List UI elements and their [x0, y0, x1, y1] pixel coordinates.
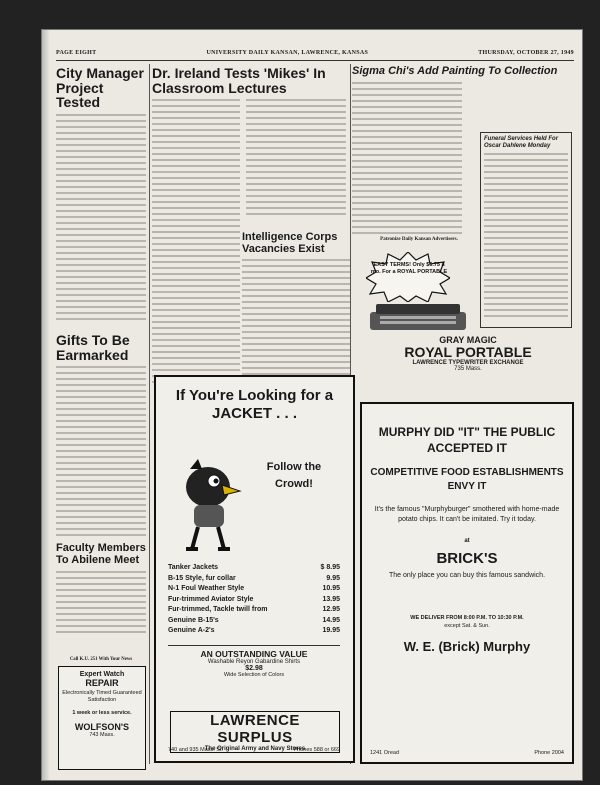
- headline-faculty: Faculty Members To Abilene Meet: [56, 542, 146, 566]
- page-number: PAGE EIGHT: [56, 50, 97, 56]
- item-price: 10.95: [322, 585, 340, 592]
- article-body-gifts: [56, 366, 146, 541]
- burst-text: EASY TERMS! Only $6.75 a mo. For a ROYAL PORTABLE: [370, 262, 448, 275]
- ad-address: 735 Mass.: [454, 366, 482, 373]
- ad-delivery-hours: WE DELIVER FROM 8:00 P.M. TO 10:30 P.M.: [410, 614, 524, 621]
- ad-body: It's the famous "Murphyburger" smothered with home-made potato chips. It can't be imitated. Try it today.: [374, 506, 560, 523]
- ad-line: Expert Watch: [79, 671, 125, 678]
- item-name: Genuine A-2's: [168, 627, 215, 634]
- item-price: 14.95: [322, 616, 340, 624]
- article-body-faculty: [56, 571, 146, 641]
- ad-line: Electronically Timed Guaranteed Satisfaction: [62, 690, 142, 704]
- ad-store-name: LAWRENCE TYPEWRITER EXCHANGE: [412, 360, 524, 367]
- headline-gifts: Gifts To Be Earmarked: [56, 332, 130, 363]
- burst-shape: [366, 252, 450, 302]
- ad-only-place: The only place you can buy this famous sandwich.: [388, 572, 546, 580]
- paper-date: THURSDAY, OCTOBER 27, 1949: [478, 50, 574, 56]
- binding-edge: [42, 30, 50, 780]
- price-row: [168, 595, 340, 606]
- special-desc: Washable Reyon Gabardine Shirts: [207, 659, 301, 665]
- store-phone: Phones 588 or 669: [293, 747, 340, 753]
- patronize-notice: Patronize Daily Kansan Advertisers.: [380, 237, 458, 242]
- ad-tagline: Follow the Crowd!: [266, 461, 322, 490]
- ad-special-offer: [168, 645, 340, 678]
- special-note: Wide Selection of Colors: [223, 672, 285, 678]
- headline-city-manager: City Manager Project Tested: [56, 65, 144, 111]
- ad-store-name: BRICK'S: [436, 550, 498, 568]
- headline-ireland: Dr. Ireland Tests 'Mikes' In Classroom Lectures: [152, 65, 326, 96]
- ad-owner: W. E. (Brick) Murphy: [403, 638, 531, 654]
- headline-sigma-chi: Sigma Chi's Add Painting To Collection: [352, 65, 558, 77]
- ad-watch-repair: [58, 666, 146, 770]
- ad-line: GRAY MAGIC: [439, 335, 497, 345]
- ad-bricks-murphyburger: [360, 402, 574, 764]
- item-price: 19.95: [322, 627, 340, 634]
- store-address: 740 and 935 Mass. St.: [168, 747, 224, 753]
- newspaper-page: [42, 30, 582, 780]
- ad-line: 1 week or less service.: [72, 710, 132, 717]
- article-body-city-manager: [56, 114, 146, 329]
- store-contact: [168, 747, 340, 753]
- store-name: LAWRENCE SURPLUS: [210, 712, 300, 746]
- typewriter-icon: [364, 300, 472, 332]
- item-name: N-1 Foul Weather Style: [168, 585, 245, 592]
- ad-at: at: [464, 538, 470, 545]
- ad-headline: MURPHY DID "IT" THE PUBLIC ACCEPTED IT: [378, 425, 556, 456]
- funeral-notice: [480, 132, 572, 328]
- article-body-ireland-1: [152, 99, 240, 387]
- ad-headline: If You're Looking for a JACKET . . .: [175, 387, 334, 422]
- paper-name: UNIVERSITY DAILY KANSAN, LAWRENCE, KANSAS: [206, 50, 369, 56]
- special-title: AN OUTSTANDING VALUE: [200, 649, 308, 659]
- masthead: [56, 50, 574, 61]
- item-name: Genuine B-15's: [168, 616, 219, 624]
- ad-royal-portable: [364, 335, 572, 372]
- headline-funeral: Funeral Services Held For Oscar Dahlene Monday: [484, 136, 559, 149]
- store-tagline: The Original Army and Navy Stores: [204, 746, 306, 752]
- jayhawk-mascot-icon: [172, 457, 242, 553]
- ad-contact: [370, 750, 564, 756]
- item-name: Fur-trimmed, Tackle twill from: [168, 606, 268, 613]
- item-price: 9.95: [326, 574, 340, 582]
- price-row: [168, 563, 340, 574]
- ad-lawrence-surplus: [154, 375, 355, 763]
- item-price: 13.95: [322, 595, 340, 603]
- item-name: Tanker Jackets: [168, 564, 219, 571]
- price-row: [168, 584, 340, 595]
- item-name: B-15 Style, fur collar: [168, 574, 236, 582]
- ad-delivery-except: except Sat. & Sun.: [444, 622, 490, 629]
- ad-typewriter-burst: [364, 248, 472, 332]
- ad-product: ROYAL PORTABLE: [404, 344, 532, 360]
- price-row: [168, 616, 340, 627]
- column-rule: [149, 64, 150, 764]
- price-list: [168, 563, 340, 637]
- article-body-ireland-2: [246, 99, 346, 219]
- ad-subheadline: COMPETITIVE FOOD ESTABLISHMENTS ENVY IT: [370, 467, 564, 492]
- item-name: Fur-trimmed Aviator Style: [168, 595, 254, 603]
- price-row: [168, 605, 340, 616]
- ad-address: 743 Mass.: [89, 732, 115, 739]
- headline-intelligence: Intelligence Corps Vacancies Exist: [242, 231, 338, 255]
- ad-line: REPAIR: [85, 678, 119, 688]
- special-price: $2.98: [245, 665, 263, 672]
- price-row: [168, 626, 340, 637]
- article-body-sigma-chi: [352, 82, 462, 242]
- ad-store-name: WOLFSON'S: [74, 722, 130, 733]
- news-tip-line: Call K.U. 251 With Your News: [69, 657, 133, 662]
- article-body-funeral: [484, 153, 568, 328]
- item-price: $ 8.95: [320, 564, 340, 571]
- ad-address: 1241 Oread: [370, 750, 400, 756]
- ad-phone: Phone 2004: [534, 750, 564, 756]
- item-price: 12.95: [322, 606, 340, 613]
- price-row: [168, 574, 340, 585]
